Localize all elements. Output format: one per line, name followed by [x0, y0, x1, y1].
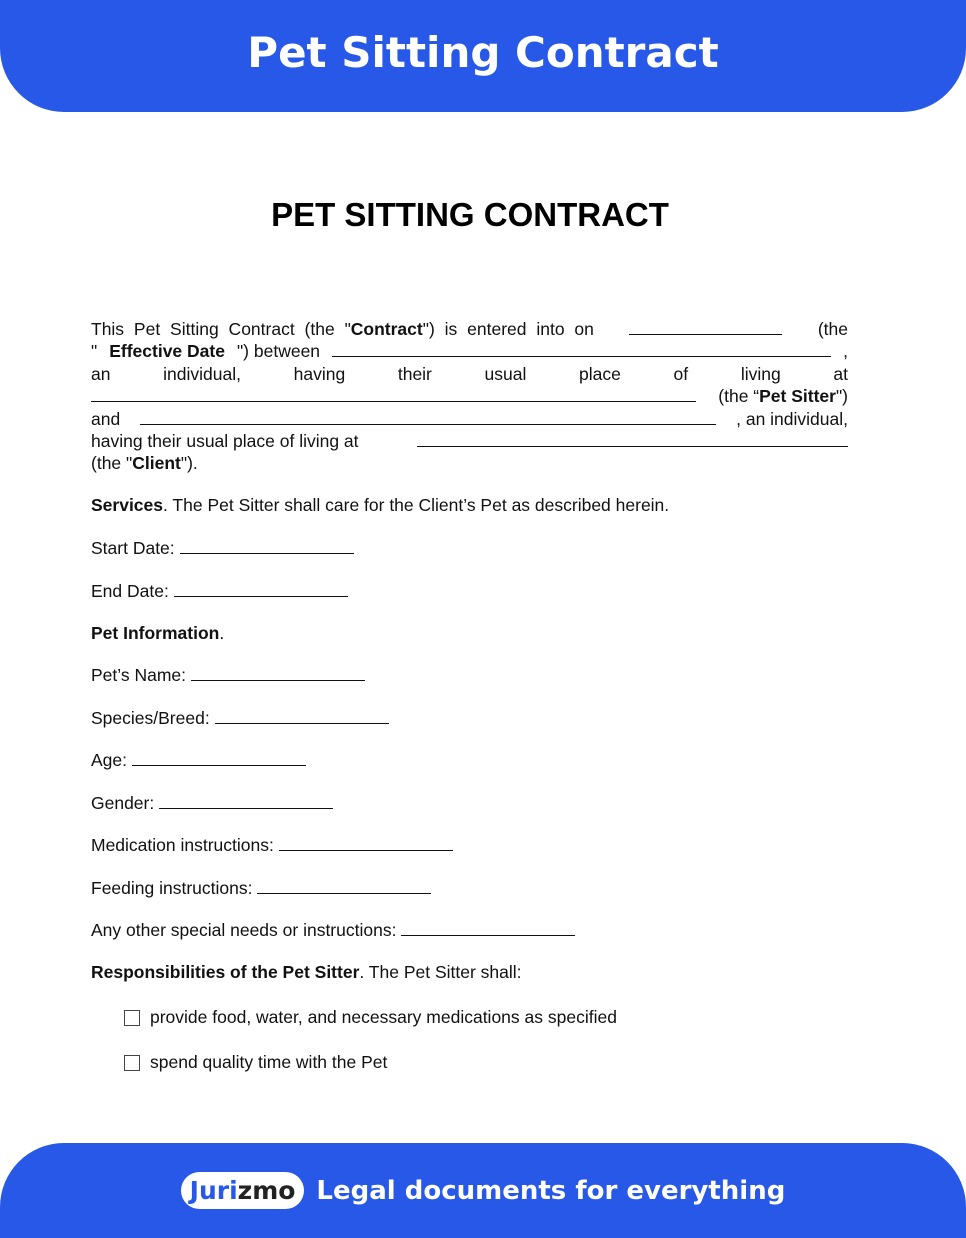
- intro-text: and: [91, 408, 121, 429]
- form-field: [91, 665, 365, 686]
- intro-text: place: [579, 363, 621, 384]
- field-label: Any other special needs or instructions:: [91, 920, 397, 940]
- intro-text: ,: [843, 341, 848, 362]
- field-label: Pet’s Name:: [91, 665, 186, 685]
- intro-text: ").: [180, 453, 198, 474]
- intro-text: , an individual,: [736, 408, 848, 429]
- pet-info-heading-row: [91, 623, 224, 644]
- footer-tagline: Legal documents for everything: [316, 1175, 786, 1206]
- form-field: [91, 581, 348, 602]
- checkbox[interactable]: [124, 1010, 140, 1026]
- form-field: [91, 708, 389, 729]
- jurizmo-logo[interactable]: [181, 1172, 305, 1209]
- text-group: [91, 318, 594, 340]
- field-label: Medication instructions:: [91, 835, 274, 855]
- field-label: Age:: [91, 750, 127, 770]
- checklist-label: provide food, water, and necessary medications as specified: [150, 1007, 617, 1027]
- intro-text: ") between: [236, 341, 321, 362]
- header-banner: [0, 0, 966, 112]
- intro-text: Client: [132, 453, 181, 474]
- intro-text: their: [397, 363, 432, 384]
- responsibilities-text: . The Pet Sitter shall:: [359, 962, 522, 982]
- intro-text: of: [673, 363, 689, 384]
- field-blank[interactable]: [215, 708, 389, 724]
- field-blank[interactable]: [159, 793, 333, 809]
- fill-in-blank[interactable]: [629, 319, 782, 335]
- intro-text: (the: [817, 319, 848, 339]
- intro-text: ": [91, 341, 98, 362]
- field-label: Start Date:: [91, 538, 175, 558]
- field-label: Feeding instructions:: [91, 877, 253, 898]
- intro-text: an: [91, 363, 111, 384]
- intro-line: [91, 385, 848, 407]
- checkbox[interactable]: [124, 1055, 140, 1071]
- services-text: . The Pet Sitter shall care for the Client’s Pet as described herein.: [163, 495, 670, 515]
- field-blank[interactable]: [401, 920, 575, 936]
- field-blank[interactable]: [180, 538, 354, 554]
- form-field: [91, 835, 453, 856]
- logo-part: Juri: [189, 1176, 238, 1205]
- intro-line: [91, 363, 848, 385]
- field-blank[interactable]: [132, 750, 306, 766]
- form-field: [91, 538, 354, 559]
- intro-text: usual: [484, 363, 527, 384]
- field-blank[interactable]: [257, 878, 431, 894]
- text-group: [718, 385, 848, 407]
- services-heading: Services: [91, 495, 164, 515]
- checklist-label: spend quality time with the Pet: [150, 1052, 388, 1072]
- intro-text: ") is entered into on: [422, 319, 594, 339]
- intro-text: at: [833, 363, 848, 384]
- intro-text: Contract: [350, 319, 423, 339]
- intro-text: (the “: [718, 386, 760, 407]
- field-blank[interactable]: [279, 835, 453, 851]
- intro-paragraph: [91, 318, 848, 475]
- field-blank[interactable]: [174, 581, 348, 597]
- field-label: End Date:: [91, 581, 169, 601]
- checklist-item[interactable]: [124, 1052, 387, 1073]
- form-field: [91, 878, 431, 899]
- services-clause: [91, 495, 669, 516]
- field-label: Species/Breed:: [91, 707, 210, 728]
- intro-text: living: [740, 363, 781, 384]
- intro-line: [91, 408, 848, 430]
- form-field: [91, 793, 333, 814]
- fill-in-blank[interactable]: [417, 431, 848, 447]
- field-blank[interactable]: [191, 665, 365, 681]
- intro-text: Pet Sitter: [759, 386, 836, 407]
- intro-line: [91, 340, 848, 362]
- pet-info-heading: Pet Information: [91, 623, 220, 643]
- intro-text: (the ": [91, 453, 133, 474]
- fill-in-blank[interactable]: [140, 409, 716, 425]
- intro-text: individual,: [163, 363, 241, 384]
- form-field: [91, 750, 306, 771]
- footer-banner: [0, 1143, 966, 1238]
- pet-info-suffix: .: [219, 623, 225, 643]
- responsibilities-heading: Responsibilities of the Pet Sitter: [91, 962, 360, 982]
- logo-part: zmo: [237, 1176, 296, 1205]
- field-label: Gender:: [91, 792, 155, 813]
- intro-text: Effective Date: [109, 341, 225, 362]
- intro-text: having: [293, 363, 346, 384]
- header-title: Pet Sitting Contract: [247, 27, 719, 77]
- document-title: PET SITTING CONTRACT: [271, 196, 669, 233]
- intro-line: [91, 318, 848, 340]
- intro-text: This Pet Sitting Contract (the ": [91, 319, 351, 339]
- responsibilities-clause: [91, 962, 522, 983]
- intro-text: having their usual place of living at: [91, 430, 359, 451]
- intro-line: [91, 452, 848, 474]
- intro-line: [91, 430, 848, 452]
- fill-in-blank[interactable]: [332, 341, 831, 357]
- intro-text: "): [835, 386, 848, 407]
- checklist-item[interactable]: [124, 1007, 617, 1028]
- fill-in-blank[interactable]: [91, 386, 696, 402]
- form-field: [91, 920, 575, 941]
